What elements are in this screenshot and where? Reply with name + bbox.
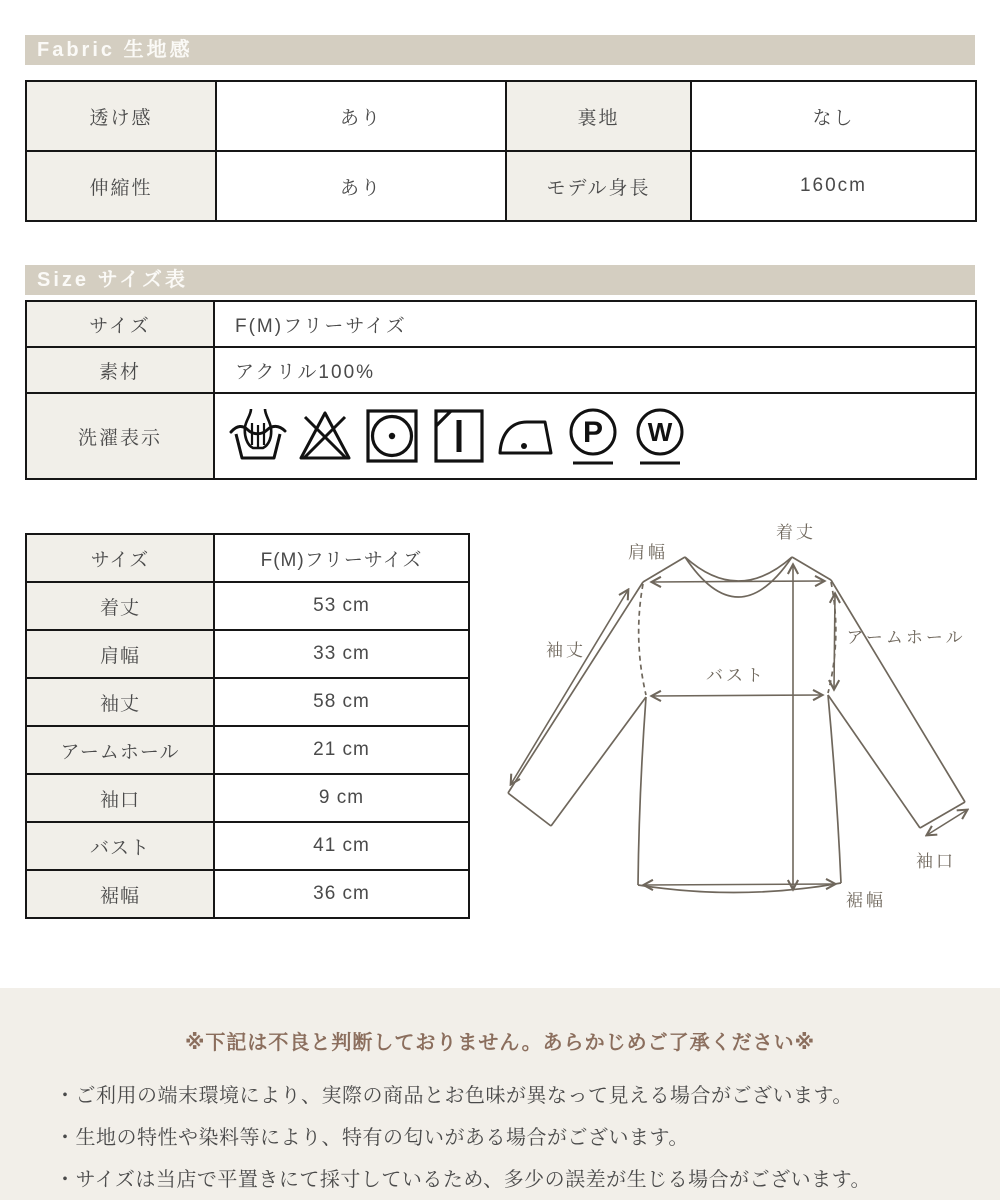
iron-low-icon — [497, 405, 555, 467]
note-item: ・生地の特性や染料等により、特有の匂いがある場合がございます。 — [55, 1127, 689, 1149]
cell-value: 9 cm — [214, 774, 469, 822]
cell-label: サイズ — [26, 301, 214, 347]
notes-heading: ※下記は不良と判断しておりません。あらかじめご了承ください※ — [184, 1032, 816, 1054]
table-row — [26, 582, 469, 630]
size-info-table — [25, 300, 977, 480]
cell-value: 53 cm — [214, 582, 469, 630]
table-row — [26, 534, 469, 582]
cell-value: 36 cm — [214, 870, 469, 918]
table-row — [26, 630, 469, 678]
notes-section — [0, 988, 1000, 1200]
cuff-arrow — [927, 810, 967, 835]
dry-clean-p-icon — [564, 405, 622, 467]
cell-value: なし — [691, 81, 976, 151]
sleeve-label: 袖丈 — [546, 641, 586, 660]
cell-label: バスト — [26, 822, 214, 870]
hand-wash-icon — [229, 405, 287, 467]
cell-value: 21 cm — [214, 726, 469, 774]
cell-label: アームホール — [26, 726, 214, 774]
garment-outline — [508, 557, 965, 893]
cuff-label: 袖口 — [916, 852, 956, 871]
table-row — [26, 870, 469, 918]
shoulder-label: 肩幅 — [628, 543, 668, 562]
cell-label: 着丈 — [26, 582, 214, 630]
shoulder-arrow — [652, 581, 824, 582]
cell-label: 透け感 — [26, 81, 216, 151]
cell-label: 裏地 — [506, 81, 691, 151]
table-row — [26, 774, 469, 822]
cell-label: 素材 — [26, 347, 214, 393]
note-item: ・サイズは当店で平置きにて採寸しているため、多少の誤差が生じる場合がございます。 — [55, 1169, 871, 1191]
hem-label: 裾幅 — [846, 891, 886, 910]
cell-label: モデル身長 — [506, 151, 691, 221]
length-label: 着丈 — [776, 523, 816, 542]
cell-value: あり — [216, 81, 506, 151]
cell-value: あり — [216, 151, 506, 221]
fabric-section-heading: Fabric 生地感 — [25, 35, 975, 65]
svg-text:W: W — [647, 417, 673, 447]
cell-value: F(M)フリーサイズ — [214, 534, 469, 582]
cell-label: 洗濯表示 — [26, 393, 214, 479]
fabric-table — [25, 80, 977, 222]
cell-label: 伸縮性 — [26, 151, 216, 221]
bust-arrow — [652, 695, 822, 696]
cell-label: サイズ — [26, 534, 214, 582]
table-row — [26, 151, 976, 221]
cell-value: アクリル100% — [214, 347, 976, 393]
do-not-bleach-icon — [296, 405, 354, 467]
cell-value: 41 cm — [214, 822, 469, 870]
armhole-label: アームホール — [846, 628, 966, 647]
line-dry-in-shade-icon — [430, 405, 488, 467]
notes-list — [0, 1075, 1000, 1201]
laundry-care-icons — [215, 405, 975, 467]
table-row — [26, 678, 469, 726]
table-row — [26, 726, 469, 774]
sleeve-arrow — [511, 590, 628, 784]
garment-measurement-diagram — [478, 505, 1000, 940]
table-row — [26, 393, 976, 479]
cell-value: 160cm — [691, 151, 976, 221]
cell-value: F(M)フリーサイズ — [214, 301, 976, 347]
cell-value: 58 cm — [214, 678, 469, 726]
hem-arrow — [644, 884, 835, 885]
cell-label: 袖口 — [26, 774, 214, 822]
bust-label: バスト — [706, 666, 766, 685]
note-item: ・ご利用の端末環境により、実際の商品とお色味が異なって見える場合がございます。 — [55, 1085, 853, 1107]
wet-clean-w-icon — [631, 405, 689, 467]
size-section-heading: Size サイズ表 — [25, 265, 975, 295]
cell-label: 袖丈 — [26, 678, 214, 726]
measurements-table — [25, 533, 470, 919]
table-row — [26, 81, 976, 151]
cell-value: 33 cm — [214, 630, 469, 678]
tumble-dry-low-icon — [363, 405, 421, 467]
table-row — [26, 347, 976, 393]
table-row — [26, 822, 469, 870]
svg-text:P: P — [582, 416, 604, 449]
cell-label: 裾幅 — [26, 870, 214, 918]
cell-label: 肩幅 — [26, 630, 214, 678]
measurement-arrows — [511, 565, 967, 889]
armhole-arrow — [834, 594, 835, 689]
table-row — [26, 301, 976, 347]
